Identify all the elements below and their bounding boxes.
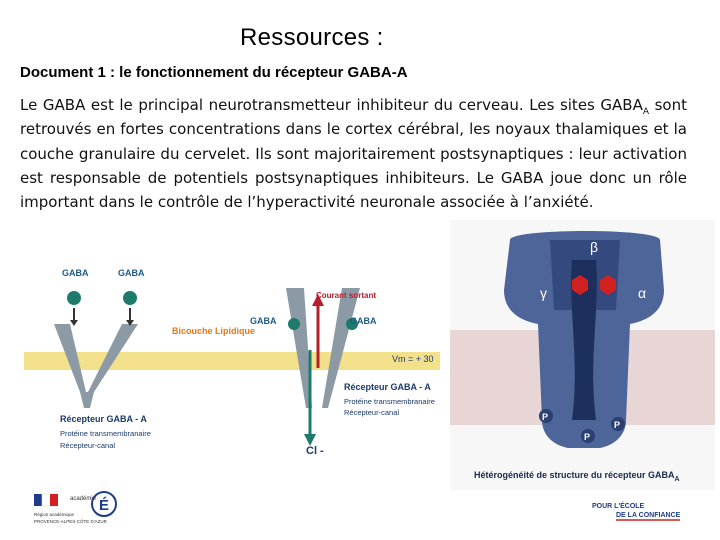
- alpha-label: α: [638, 285, 647, 301]
- document-heading: Document 1 : le fonctionnement du récepteur GABA-A: [20, 64, 408, 81]
- receptor-right-line1: Protéine transmembranaire: [344, 397, 435, 406]
- chloride-label: Cl -: [306, 445, 324, 457]
- logo-line1: académie: [70, 496, 97, 502]
- gamma-label: γ: [540, 285, 547, 301]
- academy-logo-svg: [32, 488, 132, 528]
- receptor-right-title: Récepteur GABA - A: [344, 382, 431, 392]
- beta-label: β: [590, 239, 599, 255]
- motto-logo-svg: [588, 496, 698, 526]
- body-paragraph: [20, 93, 687, 214]
- svg-text:É: É: [99, 497, 110, 514]
- gaba-label-2: GABA: [118, 268, 145, 278]
- receptor-right-line2: Récepteur-canal: [344, 408, 400, 417]
- receptor-left-line2: Récepteur-canal: [60, 441, 116, 450]
- current-label: Courant sortant: [316, 291, 376, 300]
- phospho-label-2: P: [584, 432, 591, 442]
- paragraph-part-1: Le GABA est le principal neurotransmetteur inhibiteur du cerveau. Les sites GABA: [20, 96, 643, 114]
- logo-line2: Région académique: [34, 512, 75, 517]
- gaba-molecule-3: [288, 318, 300, 330]
- motto-logo: [588, 496, 698, 526]
- phospho-label-1: P: [542, 412, 549, 422]
- gaba-label-3: GABA: [250, 316, 277, 326]
- receptor-structure-svg: [450, 220, 715, 490]
- academy-logo: [32, 488, 132, 528]
- receptor-schematic-svg: [24, 258, 440, 468]
- receptor-left-title: Récepteur GABA - A: [60, 414, 147, 424]
- receptor-structure-figure: [450, 220, 715, 490]
- receptor-schematic-figure: [24, 258, 440, 468]
- caption-subscript: A: [674, 476, 680, 483]
- gaba-molecule-2: [123, 291, 137, 305]
- motto-line2: DE LA CONFIANCE: [616, 512, 681, 519]
- receptor-left-line1: Protéine transmembranaire: [60, 429, 151, 438]
- motto-line1: POUR L'ÉCOLE: [592, 503, 645, 510]
- gaba-label-1: GABA: [62, 268, 89, 278]
- paragraph-part-2: sont retrouvés en fortes concentrations dans le cortex cérébral, les noyaux thalamiques et la couche granulaire du cervelet. Ils sont majoritairement postsynaptiques : leur activation est responsable de potentiels postsynaptiques inhibiteurs. Le GABA joue donc un rôle important dans le contrôle de l’hyperactivité neuronale associée à l’anxiété.: [20, 96, 687, 212]
- caption-text: Hétérogénéité de structure du récepteur GABA: [474, 470, 675, 480]
- lipid-bilayer: [24, 352, 440, 370]
- page-title: Ressources :: [240, 24, 384, 51]
- gaba-molecule-1: [67, 291, 81, 305]
- vm-label: Vm = + 30: [392, 354, 434, 364]
- paragraph-subscript: A: [642, 107, 650, 117]
- gaba-label-4: GABA: [350, 316, 377, 326]
- logo-line3: PROVENCE-ALPES-CÔTE D'AZUR: [34, 519, 107, 524]
- bilayer-label: Bicouche Lipidique: [172, 326, 256, 336]
- phospho-label-3: P: [614, 420, 621, 430]
